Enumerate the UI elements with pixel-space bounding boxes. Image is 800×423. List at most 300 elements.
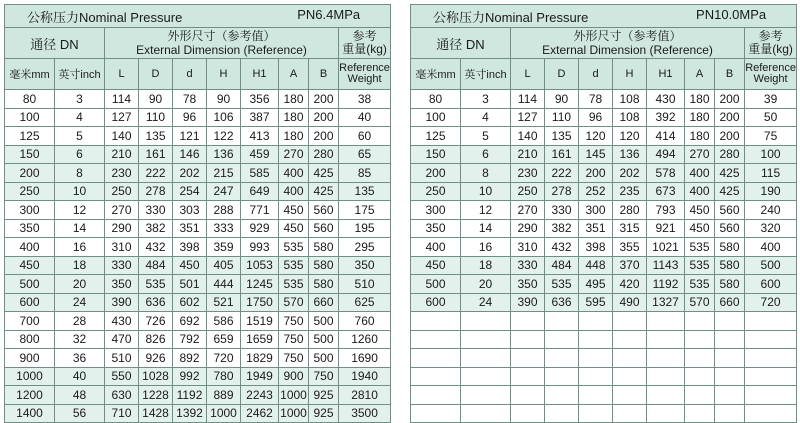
- table-cell: 200: [411, 164, 461, 183]
- empty-cell: [613, 367, 647, 386]
- table-cell: 175: [339, 201, 391, 220]
- table-cell: 106: [207, 108, 241, 127]
- table-cell: 200: [579, 164, 613, 183]
- empty-cell: [685, 330, 715, 349]
- left-spec-panel: [4, 4, 390, 423]
- table-cell: 310: [105, 238, 139, 257]
- empty-table-row: [411, 330, 797, 349]
- table-cell: 1659: [241, 330, 279, 349]
- table-cell: 535: [685, 238, 715, 257]
- empty-cell: [411, 404, 461, 423]
- table-cell: 600: [5, 293, 55, 312]
- empty-cell: [715, 312, 745, 331]
- table-cell: 448: [579, 256, 613, 275]
- table-cell: 1021: [647, 238, 685, 257]
- table-cell: 18: [55, 256, 105, 275]
- table-cell: 222: [139, 164, 173, 183]
- empty-cell: [461, 367, 511, 386]
- table-cell: 56: [55, 404, 105, 423]
- table-cell: 200: [715, 127, 745, 146]
- table-cell: 3500: [339, 404, 391, 423]
- empty-cell: [715, 330, 745, 349]
- table-row: [5, 367, 391, 386]
- table-cell: 300: [579, 201, 613, 220]
- table-cell: 10: [461, 182, 511, 201]
- table-row: [5, 349, 391, 368]
- table-cell: 250: [105, 182, 139, 201]
- table-cell: 115: [745, 164, 797, 183]
- table-cell: 392: [647, 108, 685, 127]
- table-cell: 122: [207, 127, 241, 146]
- col-header-A: A: [685, 59, 715, 90]
- col-header-D: D: [139, 59, 173, 90]
- empty-cell: [745, 367, 797, 386]
- empty-cell: [461, 349, 511, 368]
- table-cell: 288: [207, 201, 241, 220]
- external-dimension-header: [105, 28, 339, 59]
- external-dimension-cn: 外形尺寸（参考值）: [167, 29, 276, 43]
- table-cell: 270: [511, 201, 545, 220]
- table-cell: 252: [579, 182, 613, 201]
- table-title: 公称压力Nominal Pressure: [433, 9, 589, 25]
- table-cell: 320: [745, 219, 797, 238]
- empty-cell: [511, 367, 545, 386]
- table-cell: 1327: [647, 293, 685, 312]
- table-cell: 200: [309, 108, 339, 127]
- empty-cell: [461, 330, 511, 349]
- table-cell: 250: [411, 182, 461, 201]
- table-cell: 625: [339, 293, 391, 312]
- empty-cell: [613, 386, 647, 405]
- empty-cell: [579, 404, 613, 423]
- table-cell: 195: [339, 219, 391, 238]
- table-cell: 580: [715, 275, 745, 294]
- table-row: [411, 145, 797, 164]
- table-cell: 290: [105, 219, 139, 238]
- table-cell: 1000: [279, 404, 309, 423]
- table-cell: 444: [207, 275, 241, 294]
- table-row: [5, 127, 391, 146]
- reference-weight-kg: 重量(kg): [342, 42, 387, 56]
- table-cell: 1949: [241, 367, 279, 386]
- table-cell: 5: [461, 127, 511, 146]
- reference-weight-kg: 重量(kg): [748, 42, 793, 56]
- table-cell: 280: [715, 145, 745, 164]
- table-cell: 300: [5, 201, 55, 220]
- empty-cell: [545, 386, 579, 405]
- table-cell: 495: [579, 275, 613, 294]
- reference-weight-en1: Reference: [339, 62, 390, 74]
- table-cell: 484: [139, 256, 173, 275]
- table-cell: 78: [173, 90, 207, 109]
- table-cell: 135: [339, 182, 391, 201]
- table-row: [5, 386, 391, 405]
- table-cell: 146: [173, 145, 207, 164]
- table-cell: 121: [173, 127, 207, 146]
- table-title-cell: [411, 5, 797, 28]
- table-cell: 3: [461, 90, 511, 109]
- table-cell: 150: [5, 145, 55, 164]
- table-cell: 760: [339, 312, 391, 331]
- table-cell: 398: [579, 238, 613, 257]
- table-cell: 560: [309, 201, 339, 220]
- table-cell: 826: [139, 330, 173, 349]
- col-header-D: D: [545, 59, 579, 90]
- empty-cell: [745, 312, 797, 331]
- table-cell: 494: [647, 145, 685, 164]
- table-cell: 65: [339, 145, 391, 164]
- pressure-rating: PN6.4MPa: [297, 6, 361, 22]
- table-cell: 405: [207, 256, 241, 275]
- table-cell: 1000: [207, 404, 241, 423]
- table-cell: 5: [55, 127, 105, 146]
- empty-cell: [411, 367, 461, 386]
- table-cell: 580: [309, 256, 339, 275]
- table-row: [5, 182, 391, 201]
- empty-cell: [715, 386, 745, 405]
- empty-cell: [715, 404, 745, 423]
- table-cell: 18: [461, 256, 511, 275]
- table-cell: 800: [5, 330, 55, 349]
- table-row: [5, 275, 391, 294]
- table-cell: 330: [511, 256, 545, 275]
- reference-weight-header: [745, 28, 797, 59]
- table-cell: 100: [5, 108, 55, 127]
- table-cell: 3: [55, 90, 105, 109]
- empty-cell: [613, 330, 647, 349]
- table-cell: 303: [173, 201, 207, 220]
- table-cell: 250: [5, 182, 55, 201]
- table-cell: 710: [105, 404, 139, 423]
- table-cell: 180: [279, 127, 309, 146]
- table-row: [411, 127, 797, 146]
- table-cell: 16: [55, 238, 105, 257]
- table-cell: 90: [139, 90, 173, 109]
- table-title: 公称压力Nominal Pressure: [27, 9, 183, 25]
- table-cell: 450: [411, 256, 461, 275]
- table-cell: 230: [105, 164, 139, 183]
- table-cell: 602: [173, 293, 207, 312]
- table-cell: 270: [279, 145, 309, 164]
- table-cell: 1940: [339, 367, 391, 386]
- col-header-d: d: [173, 59, 207, 90]
- pressure-rating: PN10.0MPa: [696, 6, 767, 22]
- table-cell: 350: [511, 275, 545, 294]
- dn-header: 通径 DN: [5, 28, 105, 59]
- table-cell: 1200: [5, 386, 55, 405]
- table-cell: 36: [55, 349, 105, 368]
- table-cell: 100: [411, 108, 461, 127]
- table-cell: 382: [139, 219, 173, 238]
- table-cell: 310: [511, 238, 545, 257]
- table-cell: 535: [279, 275, 309, 294]
- table-cell: 2810: [339, 386, 391, 405]
- table-cell: 900: [279, 367, 309, 386]
- empty-cell: [685, 367, 715, 386]
- table-cell: 600: [745, 275, 797, 294]
- empty-cell: [613, 404, 647, 423]
- table-cell: 135: [545, 127, 579, 146]
- external-dimension-en: External Dimension (Reference): [136, 43, 307, 57]
- table-cell: 48: [55, 386, 105, 405]
- table-cell: 24: [55, 293, 105, 312]
- table-cell: 202: [613, 164, 647, 183]
- table-cell: 535: [139, 275, 173, 294]
- table-cell: 210: [511, 145, 545, 164]
- table-cell: 750: [279, 349, 309, 368]
- table-cell: 510: [105, 349, 139, 368]
- table-cell: 190: [745, 182, 797, 201]
- table-cell: 430: [105, 312, 139, 331]
- table-cell: 660: [309, 293, 339, 312]
- empty-cell: [511, 404, 545, 423]
- table-cell: 425: [715, 164, 745, 183]
- table-cell: 925: [309, 386, 339, 405]
- empty-cell: [715, 367, 745, 386]
- table-cell: 430: [647, 90, 685, 109]
- table-cell: 425: [309, 164, 339, 183]
- table-cell: 280: [309, 145, 339, 164]
- table-cell: 510: [339, 275, 391, 294]
- table-cell: 180: [279, 108, 309, 127]
- empty-cell: [511, 312, 545, 331]
- table-cell: 726: [139, 312, 173, 331]
- table-cell: 12: [55, 201, 105, 220]
- table-cell: 14: [461, 219, 511, 238]
- table-cell: 595: [579, 293, 613, 312]
- empty-cell: [511, 330, 545, 349]
- table-cell: 750: [279, 330, 309, 349]
- table-cell: 560: [309, 219, 339, 238]
- table-cell: 96: [173, 108, 207, 127]
- table-cell: 992: [173, 367, 207, 386]
- table-cell: 586: [207, 312, 241, 331]
- table-cell: 636: [545, 293, 579, 312]
- table-cell: 521: [207, 293, 241, 312]
- table-cell: 24: [461, 293, 511, 312]
- external-dimension-header: [511, 28, 745, 59]
- table-cell: 90: [207, 90, 241, 109]
- table-cell: 75: [745, 127, 797, 146]
- table-cell: 247: [207, 182, 241, 201]
- empty-cell: [579, 330, 613, 349]
- table-cell: 692: [173, 312, 207, 331]
- empty-table-row: [411, 404, 797, 423]
- col-header-B: B: [309, 59, 339, 90]
- table-cell: 400: [685, 164, 715, 183]
- table-cell: 135: [139, 127, 173, 146]
- table-cell: 6: [55, 145, 105, 164]
- table-cell: 500: [411, 275, 461, 294]
- empty-cell: [511, 349, 545, 368]
- table-cell: 250: [511, 182, 545, 201]
- empty-cell: [715, 349, 745, 368]
- table-cell: 929: [241, 219, 279, 238]
- empty-cell: [647, 404, 685, 423]
- table-cell: 792: [173, 330, 207, 349]
- table-cell: 140: [511, 127, 545, 146]
- table-cell: 750: [279, 312, 309, 331]
- table-cell: 580: [715, 256, 745, 275]
- table-cell: 600: [411, 293, 461, 312]
- table-cell: 925: [309, 404, 339, 423]
- table-cell: 1519: [241, 312, 279, 331]
- table-cell: 382: [545, 219, 579, 238]
- table-cell: 398: [173, 238, 207, 257]
- empty-cell: [613, 349, 647, 368]
- table-cell: 771: [241, 201, 279, 220]
- table-cell: 459: [241, 145, 279, 164]
- table-cell: 125: [411, 127, 461, 146]
- table-cell: 270: [105, 201, 139, 220]
- table-cell: 413: [241, 127, 279, 146]
- empty-table-row: [411, 349, 797, 368]
- table-row: [411, 90, 797, 109]
- table-cell: 355: [613, 238, 647, 257]
- table-cell: 1392: [173, 404, 207, 423]
- empty-cell: [545, 312, 579, 331]
- table-cell: 127: [511, 108, 545, 127]
- table-cell: 2243: [241, 386, 279, 405]
- table-cell: 921: [647, 219, 685, 238]
- table-cell: 315: [613, 219, 647, 238]
- table-cell: 40: [55, 367, 105, 386]
- table-cell: 390: [105, 293, 139, 312]
- table-cell: 1245: [241, 275, 279, 294]
- table-cell: 32: [55, 330, 105, 349]
- table-cell: 28: [55, 312, 105, 331]
- empty-cell: [411, 349, 461, 368]
- table-cell: 215: [207, 164, 241, 183]
- empty-cell: [685, 404, 715, 423]
- table-cell: 10: [55, 182, 105, 201]
- table-cell: 673: [647, 182, 685, 201]
- table-row: [411, 293, 797, 312]
- table-cell: 750: [309, 367, 339, 386]
- table-row: [5, 219, 391, 238]
- empty-cell: [511, 386, 545, 405]
- table-cell: 501: [173, 275, 207, 294]
- table-cell: 4: [55, 108, 105, 127]
- table-cell: 450: [279, 219, 309, 238]
- table-cell: 127: [105, 108, 139, 127]
- table-cell: 222: [545, 164, 579, 183]
- inch-header: 英寸inch: [461, 59, 511, 90]
- table-cell: 114: [511, 90, 545, 109]
- table-cell: 4: [461, 108, 511, 127]
- empty-cell: [745, 386, 797, 405]
- table-cell: 500: [309, 349, 339, 368]
- table-cell: 6: [461, 145, 511, 164]
- table-cell: 720: [207, 349, 241, 368]
- table-row: [411, 238, 797, 257]
- table-row: [5, 145, 391, 164]
- table-cell: 85: [339, 164, 391, 183]
- table-cell: 210: [105, 145, 139, 164]
- empty-table-row: [411, 312, 797, 331]
- table-row: [411, 256, 797, 275]
- empty-cell: [411, 330, 461, 349]
- dn-header: 通径 DN: [411, 28, 511, 59]
- table-cell: 8: [461, 164, 511, 183]
- table-cell: 660: [715, 293, 745, 312]
- table-row: [5, 90, 391, 109]
- spec-table-pn64: [4, 4, 391, 423]
- table-cell: 200: [5, 164, 55, 183]
- reference-weight-en-header: [745, 59, 797, 90]
- table-cell: 200: [309, 127, 339, 146]
- table-cell: 235: [613, 182, 647, 201]
- table-cell: 400: [5, 238, 55, 257]
- table-cell: 350: [5, 219, 55, 238]
- table-cell: 350: [411, 219, 461, 238]
- table-cell: 114: [105, 90, 139, 109]
- table-row: [5, 293, 391, 312]
- table-cell: 1053: [241, 256, 279, 275]
- mm-header: 毫米mm: [5, 59, 55, 90]
- table-cell: 60: [339, 127, 391, 146]
- table-cell: 359: [207, 238, 241, 257]
- table-cell: 200: [715, 90, 745, 109]
- empty-cell: [411, 386, 461, 405]
- table-row: [411, 182, 797, 201]
- table-cell: 450: [173, 256, 207, 275]
- col-header-H1: H1: [241, 59, 279, 90]
- table-cell: 585: [241, 164, 279, 183]
- empty-cell: [461, 386, 511, 405]
- table-cell: 580: [715, 238, 745, 257]
- table-cell: 1260: [339, 330, 391, 349]
- reference-weight-en-header: [339, 59, 391, 90]
- table-cell: 450: [5, 256, 55, 275]
- spec-table-pn100: [410, 4, 797, 423]
- empty-cell: [685, 312, 715, 331]
- table-cell: 793: [647, 201, 685, 220]
- table-cell: 450: [279, 201, 309, 220]
- table-cell: 14: [55, 219, 105, 238]
- table-cell: 550: [105, 367, 139, 386]
- table-cell: 1000: [279, 386, 309, 405]
- table-cell: 202: [173, 164, 207, 183]
- table-cell: 180: [685, 108, 715, 127]
- table-cell: 1400: [5, 404, 55, 423]
- empty-table-row: [411, 386, 797, 405]
- table-row: [411, 201, 797, 220]
- empty-cell: [545, 367, 579, 386]
- table-cell: 432: [139, 238, 173, 257]
- table-cell: 649: [241, 182, 279, 201]
- table-row: [411, 275, 797, 294]
- table-cell: 161: [139, 145, 173, 164]
- table-cell: 240: [745, 201, 797, 220]
- empty-cell: [545, 330, 579, 349]
- table-cell: 78: [579, 90, 613, 109]
- empty-cell: [647, 367, 685, 386]
- table-cell: 700: [5, 312, 55, 331]
- table-cell: 414: [647, 127, 685, 146]
- table-cell: 900: [5, 349, 55, 368]
- empty-cell: [545, 349, 579, 368]
- table-cell: 39: [745, 90, 797, 109]
- table-cell: 400: [411, 238, 461, 257]
- table-cell: 20: [55, 275, 105, 294]
- table-cell: 50: [745, 108, 797, 127]
- table-cell: 125: [5, 127, 55, 146]
- table-cell: 38: [339, 90, 391, 109]
- empty-cell: [579, 349, 613, 368]
- table-cell: 889: [207, 386, 241, 405]
- reference-weight-cn: 参考: [758, 29, 783, 43]
